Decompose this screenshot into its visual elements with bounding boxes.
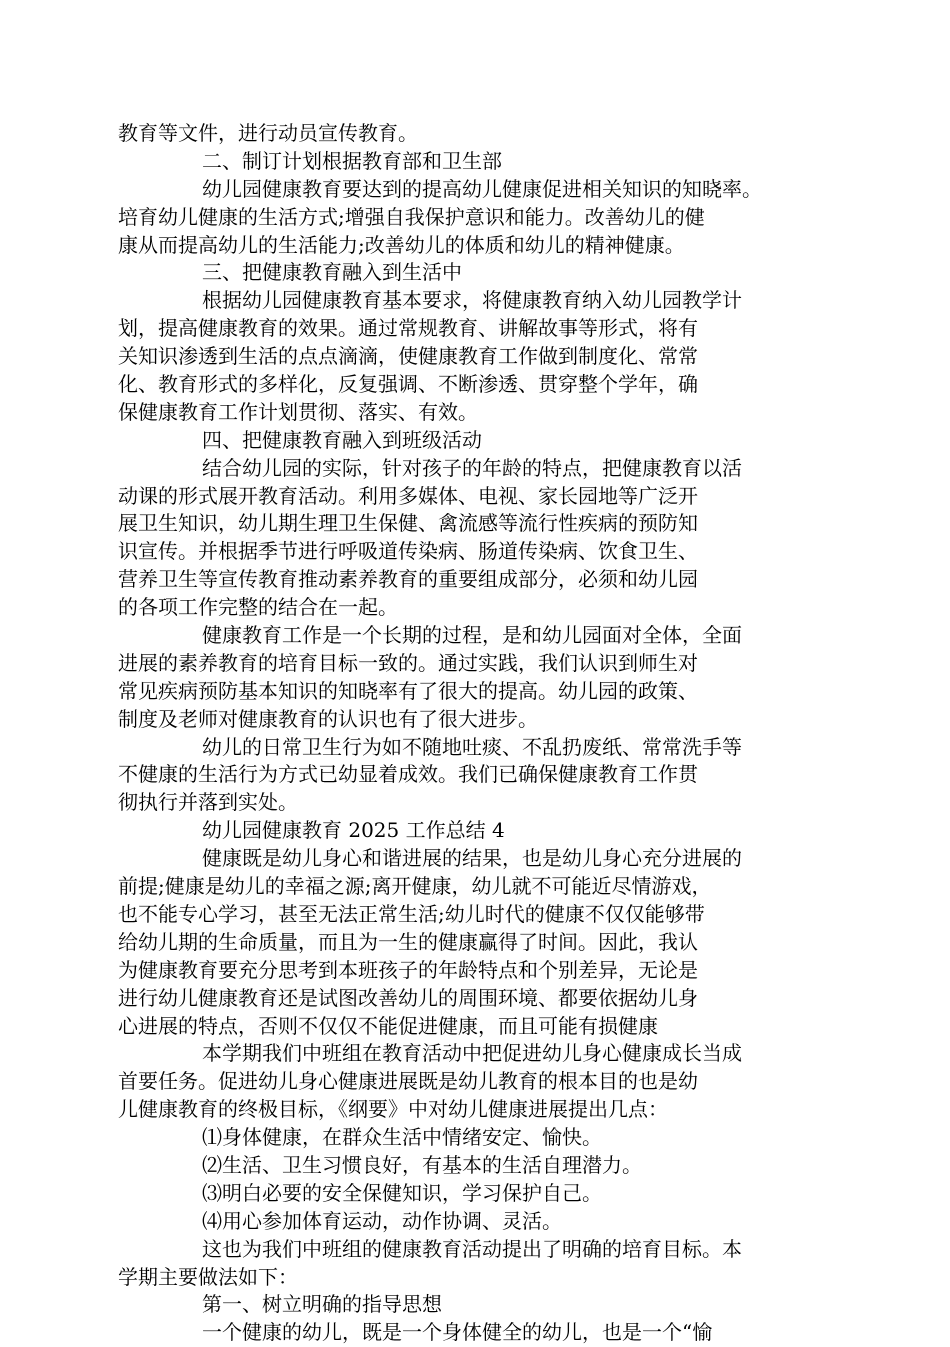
text-line: ⑴身体健康，在群众生活中情绪安定、愉快。: [202, 1125, 602, 1150]
text-line: 营养卫生等宣传教育推动素养教育的重要组成部分，必须和幼儿园: [118, 567, 698, 592]
text-line: ⑵生活、卫生习惯良好，有基本的生活自理潜力。: [202, 1152, 642, 1177]
text-line: 彻执行并落到实处。: [118, 790, 298, 815]
text-line: 健康既是幼儿身心和谐进展的结果，也是幼儿身心充分进展的: [202, 846, 742, 871]
text-line: 为健康教育要充分思考到本班孩子的年龄特点和个别差异，无论是: [118, 957, 698, 982]
text-line: 识宣传。并根据季节进行呼吸道传染病、肠道传染病、饮食卫生、: [118, 539, 698, 564]
text-line: 常见疾病预防基本知识的知晓率有了很大的提高。幼儿园的政策、: [118, 678, 698, 703]
text-line: 给幼儿期的生命质量，而且为一生的健康赢得了时间。因此，我认: [118, 929, 698, 954]
text-line: 动课的形式展开教育活动。利用多媒体、电视、家长园地等广泛开: [118, 483, 698, 508]
text-line: ⑶明白必要的安全保健知识，学习保护自己。: [202, 1180, 602, 1205]
text-line: 幼儿园健康教育要达到的提高幼儿健康促进相关知识的知晓率。: [202, 176, 762, 201]
text-line: 教育等文件，进行动员宣传教育。: [118, 121, 418, 145]
text-line: 进展的素养教育的培育目标一致的。通过实践，我们认识到师生对: [118, 650, 698, 675]
text-line: 本学期我们中班组在教育活动中把促进幼儿身心健康成长当成: [202, 1041, 742, 1066]
text-line: 划，提高健康教育的效果。通过常规教育、讲解故事等形式，将有: [118, 316, 698, 341]
text-line: 学期主要做法如下：: [118, 1264, 298, 1289]
text-line: 也不能专心学习，甚至无法正常生活;幼儿时代的健康不仅仅能够带: [118, 901, 705, 926]
text-line: 这也为我们中班组的健康教育活动提出了明确的培育目标。本: [202, 1236, 742, 1261]
text-line: 根据幼儿园健康教育基本要求，将健康教育纳入幼儿园教学计: [202, 288, 742, 313]
text-line: 健康教育工作是一个长期的过程，是和幼儿园面对全体，全面: [202, 623, 742, 648]
text-line: 的各项工作完整的结合在一起。: [118, 595, 398, 620]
text-line: 心进展的特点，否则不仅仅不能促进健康，而且可能有损健康: [118, 1013, 658, 1038]
text-line: 康从而提高幼儿的生活能力;改善幼儿的体质和幼儿的精神健康。: [118, 232, 685, 257]
text-line: 儿健康教育的终极目标，《纲要》中对幼儿健康进展提出几点：: [118, 1097, 668, 1122]
text-line: 幼儿的日常卫生行为如不随地吐痰、不乱扔废纸、常常洗手等: [202, 734, 742, 759]
text-line: ⑷用心参加体育运动，动作协调、灵活。: [202, 1208, 562, 1233]
text-line: 制度及老师对健康教育的认识也有了很大进步。: [118, 706, 538, 731]
text-line: 二、制订计划根据教育部和卫生部: [202, 148, 502, 173]
document-page: [118, 120, 830, 1347]
text-line: 四、把健康教育融入到班级活动: [202, 427, 482, 452]
text-line: 保健康教育工作计划贯彻、落实、有效。: [118, 399, 478, 424]
text-line: 结合幼儿园的实际，针对孩子的年龄的特点，把健康教育以活: [202, 455, 742, 480]
text-line: 前提;健康是幼儿的幸福之源;离开健康，幼儿就不可能近尽情游戏，: [118, 874, 712, 899]
text-line: 第一、树立明确的指导思想: [202, 1292, 442, 1317]
text-line: 培育幼儿健康的生活方式;增强自我保护意识和能力。改善幼儿的健: [118, 204, 705, 229]
text-line: 三、把健康教育融入到生活中: [202, 260, 462, 285]
text-line: 进行幼儿健康教育还是试图改善幼儿的周围环境、都要依据幼儿身: [118, 985, 698, 1010]
text-line: 关知识渗透到生活的点点滴滴，使健康教育工作做到制度化、常常: [118, 344, 698, 369]
text-line: 一个健康的幼儿，既是一个身体健全的幼儿，也是一个“愉: [202, 1320, 713, 1345]
text-line: 幼儿园健康教育 2025 工作总结 4: [202, 818, 505, 843]
text-line: 化、教育形式的多样化，反复强调、不断渗透、贯穿整个学年，确: [118, 372, 698, 397]
text-line: 首要任务。促进幼儿身心健康进展既是幼儿教育的根本目的也是幼: [118, 1069, 698, 1094]
text-line: 展卫生知识，幼儿期生理卫生保健、禽流感等流行性疾病的预防知: [118, 511, 698, 536]
text-line: 不健康的生活行为方式已幼显着成效。我们已确保健康教育工作贯: [118, 762, 698, 787]
